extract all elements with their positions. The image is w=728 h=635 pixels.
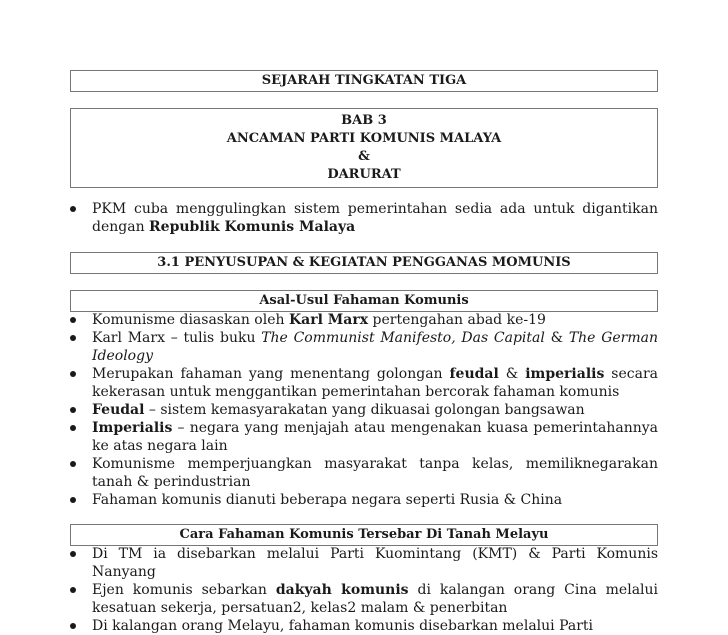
list-item: Imperialis – negara yang menjajah atau mengenakan kuasa pemerintahannya ke atas negara lain <box>70 419 658 455</box>
list-item: Ejen komunis sebarkan dakyah komunis di kalangan orang Cina melalui kesatuan sekerja, persatuan2, kelas2 malam & penerbitan <box>70 581 658 617</box>
bullet-icon <box>70 371 76 377</box>
intro-text: PKM cuba menggulingkan sistem pemerintahan sedia ada untuk digantikan dengan <box>92 201 658 235</box>
section-title: 3.1 PENYUSUPAN & KEGIATAN PENGGANAS MOMUNIS <box>157 255 571 270</box>
subsection-title-cara: Cara Fahaman Komunis Tersebar Di Tanah Melayu <box>179 527 549 542</box>
list-item: Komunisme memperjuangkan masyarakat tanpa kelas, memiliknegarakan tanah & perindustrian <box>70 455 658 491</box>
chapter-number: BAB 3 <box>341 113 387 128</box>
list-item: Di TM ia disebarkan melalui Parti Kuomintang (KMT) & Parti Komunis Nanyang <box>70 545 658 581</box>
chapter-title-box <box>70 108 658 188</box>
intro-bold: Republik Komunis Malaya <box>149 219 356 235</box>
cara-list <box>70 545 658 635</box>
bullet-icon <box>70 551 76 557</box>
chapter-ampersand: & <box>358 149 370 164</box>
subsection-title-box <box>70 290 658 312</box>
header-title-box <box>70 70 658 92</box>
list-item: Karl Marx – tulis buku The Communist Manifesto, Das Capital & The German Ideology <box>70 329 658 365</box>
bullet-icon <box>70 425 76 431</box>
bullet-icon <box>70 206 76 212</box>
bullet-icon <box>70 497 76 503</box>
chapter-title: ANCAMAN PARTI KOMUNIS MALAYA <box>226 131 502 146</box>
list-item: Komunisme diasaskan oleh Karl Marx pertengahan abad ke-19 <box>70 311 658 329</box>
bullet-icon <box>70 407 76 413</box>
bullet-icon <box>70 335 76 341</box>
list-item <box>70 200 658 236</box>
header-title: SEJARAH TINGKATAN TIGA <box>261 73 467 88</box>
asal-list <box>70 311 658 509</box>
intro-list <box>70 200 658 236</box>
bullet-icon <box>70 461 76 467</box>
subsection-title-box <box>70 524 658 546</box>
list-item: Merupakan fahaman yang menentang golongan feudal & imperialis secara kekerasan untuk menggantikan pemerintahan bercorak fahaman komunis <box>70 365 658 401</box>
list-item: Fahaman komunis dianuti beberapa negara seperti Rusia & China <box>70 491 658 509</box>
chapter-subtitle: DARURAT <box>327 167 401 182</box>
bullet-icon <box>70 317 76 323</box>
section-title-box <box>70 252 658 274</box>
subsection-title-asal: Asal-Usul Fahaman Komunis <box>259 293 469 308</box>
bullet-icon <box>70 587 76 593</box>
list-item: Di kalangan orang Melayu, fahaman komunis disebarkan melalui Parti <box>70 617 658 635</box>
bullet-icon <box>70 623 76 629</box>
list-item: Feudal – sistem kemasyarakatan yang dikuasai golongan bangsawan <box>70 401 658 419</box>
